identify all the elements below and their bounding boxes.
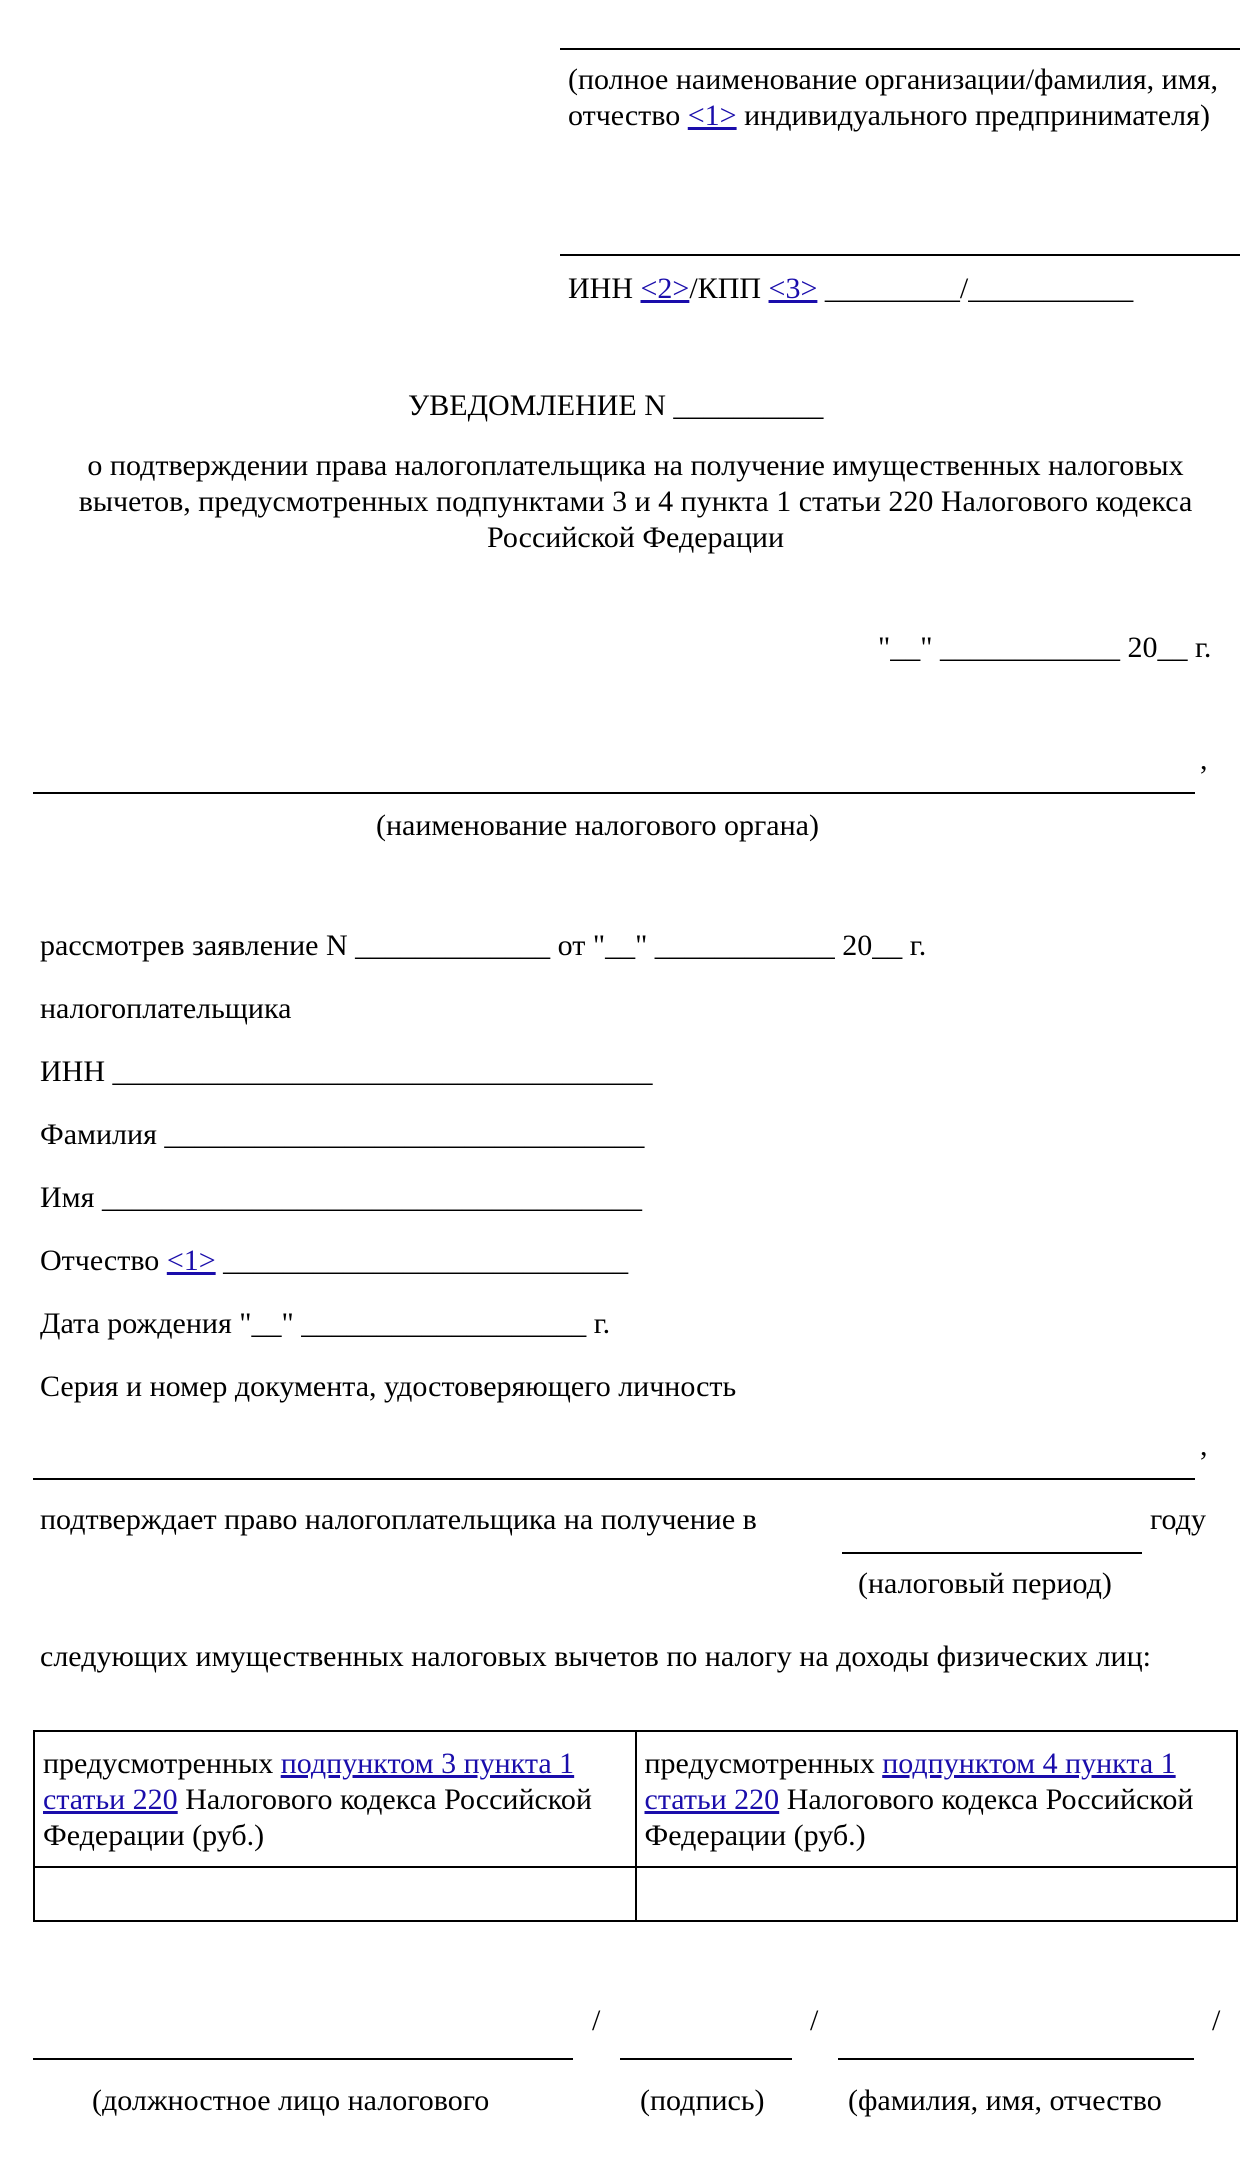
official-line: [33, 2058, 573, 2060]
col1-value-cell: [34, 1867, 636, 1921]
inn-kpp-row: [568, 271, 1133, 307]
kpp-label: /КПП: [689, 272, 762, 305]
full-name-line: [838, 2058, 1194, 2060]
year-word: году: [1150, 1503, 1206, 1536]
deductions-intro: следующих имущественных налоговых вычетов по налогу на доходы физических лиц:: [40, 1640, 1151, 1673]
table-header-row: [34, 1731, 1237, 1867]
id-document-line: [33, 1478, 1195, 1480]
full-name-caption: (фамилия, имя, отчество: [848, 2084, 1162, 2117]
patronymic-field: [40, 1243, 628, 1279]
notice-subtitle: о подтверждении права налогоплательщика на получение имущественных налоговых вычетов, предусмотренных подпунктами 3 и 4 пункта 1 статьи 220 Налогового кодекса Российской Федерации: [78, 449, 1193, 554]
taxpayer-label: налогоплательщика: [40, 992, 292, 1025]
col1-suffix: Налогового кодекса Российской Федерации (руб.): [43, 1783, 592, 1852]
official-caption: (должностное лицо налогового: [92, 2084, 490, 2117]
col2-value-cell: [636, 1867, 1238, 1921]
table-header-col-1: [34, 1731, 636, 1867]
signature-slash-2: /: [810, 2004, 819, 2037]
notice-title: УВЕДОМЛЕНИЕ N __________: [408, 389, 824, 422]
col2-suffix: Налогового кодекса Российской Федерации (руб.): [644, 1783, 1194, 1852]
org-name-caption: [568, 62, 1228, 134]
patronymic-blank: ___________________________: [223, 1244, 629, 1277]
signature-slash-1: /: [592, 2004, 601, 2037]
notice-date: "__" ____________ 20__ г.: [878, 631, 1212, 664]
col2-article-link[interactable]: подпунктом 4 пункта 1 статьи 220: [644, 1747, 1176, 1816]
col1-article-link[interactable]: подпунктом 3 пункта 1 статьи 220: [43, 1747, 575, 1816]
inn-label: ИНН: [568, 272, 633, 305]
inn-field: ИНН ____________________________________: [40, 1055, 653, 1088]
tax-authority-line: [33, 792, 1195, 794]
patronymic-label: Отчество: [40, 1244, 160, 1277]
footnote-3-link[interactable]: <3>: [768, 272, 818, 305]
application-line: рассмотрев заявление N _____________ от "__" ____________ 20__ г.: [40, 929, 927, 962]
org-caption-tail: индивидуального предпринимателя): [744, 99, 1210, 132]
name-field: Имя ____________________________________: [40, 1181, 642, 1214]
id-document-comma: ,: [1200, 1429, 1208, 1462]
patronymic-footnote-link[interactable]: <1>: [166, 1244, 216, 1277]
deductions-table: [33, 1730, 1238, 1922]
signature-slash-3: /: [1212, 2004, 1221, 2037]
signature-caption: (подпись): [640, 2084, 765, 2117]
surname-field: Фамилия ________________________________: [40, 1118, 645, 1151]
inn-kpp-blanks: _________/___________: [824, 272, 1134, 305]
table-header-col-2: [636, 1731, 1238, 1867]
table-row: [34, 1867, 1237, 1921]
org-name-line: [560, 48, 1240, 50]
signature-line: [620, 2058, 792, 2060]
tax-authority-caption: (наименование налогового органа): [376, 809, 819, 842]
tax-period-line: [842, 1552, 1142, 1554]
tax-period-caption: (налоговый период): [858, 1567, 1112, 1600]
col2-prefix: предусмотренных: [644, 1747, 875, 1780]
org-caption-text: (полное наименование организации/фамилия, имя, отчество: [568, 63, 1218, 132]
inn-kpp-top-line: [560, 254, 1240, 256]
footnote-1-link[interactable]: <1>: [687, 99, 737, 132]
birth-date-field: Дата рождения "__" ___________________ г.: [40, 1307, 611, 1340]
confirm-text: подтверждает право налогоплательщика на получение в: [40, 1503, 757, 1536]
id-document-label: Серия и номер документа, удостоверяющего личность: [40, 1370, 737, 1403]
tax-authority-comma: ,: [1200, 743, 1208, 776]
col1-prefix: предусмотренных: [43, 1747, 274, 1780]
footnote-2-link[interactable]: <2>: [640, 272, 690, 305]
